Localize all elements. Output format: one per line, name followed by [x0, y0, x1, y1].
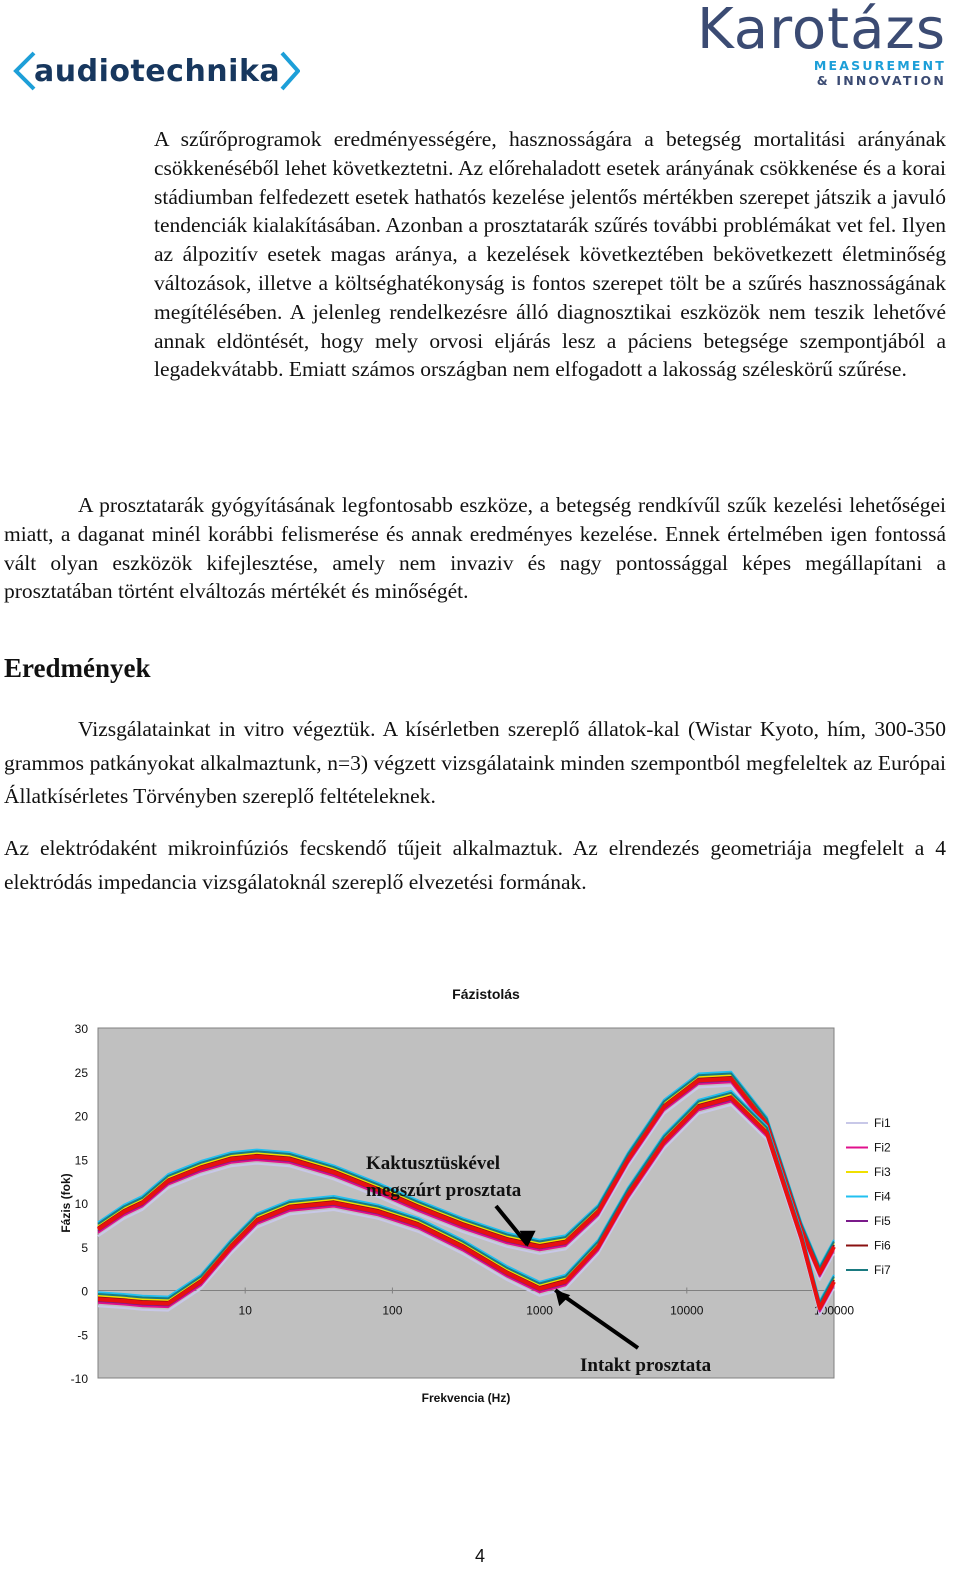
- y-tick-label: 10: [74, 1197, 88, 1211]
- legend-label-fi7: Fi7: [874, 1263, 891, 1277]
- x-tick-label: 100000: [813, 1303, 855, 1318]
- paragraph-in-vitro: Vizsgálatainkat in vitro végeztük. A kísérletben szereplő állatok-kal (Wistar Kyoto, hím, 300-350 grammos patkányokat alkalmaztunk, n=3) végzett vizsgálataink minden szempontból megfeleltek az Európai Állatkísérletes Törvényben szereplő feltételeknek.: [4, 717, 946, 808]
- y-tick-label: 20: [74, 1109, 88, 1124]
- x-tick-label: 10000: [670, 1303, 704, 1318]
- section-heading-results: Eredmények: [4, 653, 151, 683]
- annotation-punctured-prostate: Kaktusztüskével megszúrt prosztata: [366, 1153, 522, 1201]
- karotazs-logo-text: Karotázs: [697, 0, 946, 62]
- y-tick-label: 25: [74, 1065, 88, 1080]
- x-tick-label: 10: [238, 1303, 252, 1318]
- annotation-intact-prostate: Intakt prosztata: [580, 1355, 712, 1376]
- page-number: 4: [474, 1546, 485, 1566]
- y-tick-label: 5: [81, 1240, 88, 1255]
- audiotechnika-logo-end-icon: [280, 51, 300, 91]
- legend-label-fi3: Fi3: [874, 1165, 891, 1179]
- x-tick-label: 1000: [526, 1303, 553, 1318]
- y-axis-label: Fázis (fok): [59, 1173, 73, 1233]
- x-tick-label: 100: [382, 1303, 403, 1318]
- paragraph-electrodes: Az elektródaként mikroinfúziós fecskendő tűjeit alkalmaztuk. Az elrendezés geometriája megfelelt a 4 elektródás impedancia vizsgálatoknál szereplő elvezetési formának.: [4, 836, 946, 894]
- chart-title: Fázistolás: [452, 986, 520, 1002]
- karotazs-tagline-2: & INNOVATION: [816, 73, 946, 88]
- phase-shift-chart-svg: [40, 975, 920, 1415]
- audiotechnika-logo: [12, 48, 300, 94]
- legend-label-fi6: Fi6: [874, 1238, 891, 1253]
- phase-shift-chart: [40, 975, 920, 1415]
- legend-label-fi2: Fi2: [874, 1140, 891, 1155]
- audiotechnika-logo-text: audiotechnika: [34, 53, 281, 89]
- legend-label-fi5: Fi5: [874, 1214, 891, 1228]
- paragraph-screening: A szűrőprogramok eredményességére, hasznosságára a betegség mortalitási arányának csökkenéséből lehet következtetni. Az előrehaladott esetek arányának csökkenése és a korai stádiumban felfedezett esetek hathatós kezelése jelentős mértékben szerepet játszik a javuló tendenciák kialakításában. Azonban a prosztatarák szűrés további problémákat vet fel. Ilyen az álpozitív esetek magas aránya, a kezelések következtében bekövetkezett életminőség változások, illetve a költséghatékonyság is fontos szerepet tölt be a szűrés hasznosságának megítélésében. A jelenleg rendelkezésre álló diagnosztikai eszközök nem teszik lehetővé annak eldöntését, hogy mely orvosi eljárás lesz a páciens betegsége szempontjából a legadekvátabb. Emiatt számos országban nem elfogadott a lakosság széleskörű szűrése.: [154, 127, 946, 382]
- legend-label-fi4: Fi4: [874, 1189, 891, 1204]
- y-tick-label: 30: [74, 1022, 88, 1036]
- y-tick-label: -10: [70, 1372, 88, 1386]
- karotazs-tagline-1: MEASUREMENT: [813, 58, 946, 73]
- y-tick-label: -5: [77, 1328, 88, 1343]
- x-axis-label: Frekvencia (Hz): [421, 1391, 511, 1405]
- karotazs-logo: [697, 0, 946, 92]
- paragraph-treatment: A prosztatarák gyógyításának legfontosabb eszköze, a betegség rendkívűl szűk kezelési lehetőségei miatt, a daganat minél korábbi felismerése és annak eredményes kezelése. Ennek értelmében igen fontossá vált olyan eszközök kifejlesztése, amely nem invaziv és nagy pontossággal képes megállapítani a prosztatában történt elváltozás mértékét és minőségét.: [4, 493, 946, 604]
- legend-label-fi1: Fi1: [874, 1116, 891, 1130]
- y-tick-label: 0: [81, 1284, 88, 1299]
- y-tick-label: 15: [74, 1153, 88, 1168]
